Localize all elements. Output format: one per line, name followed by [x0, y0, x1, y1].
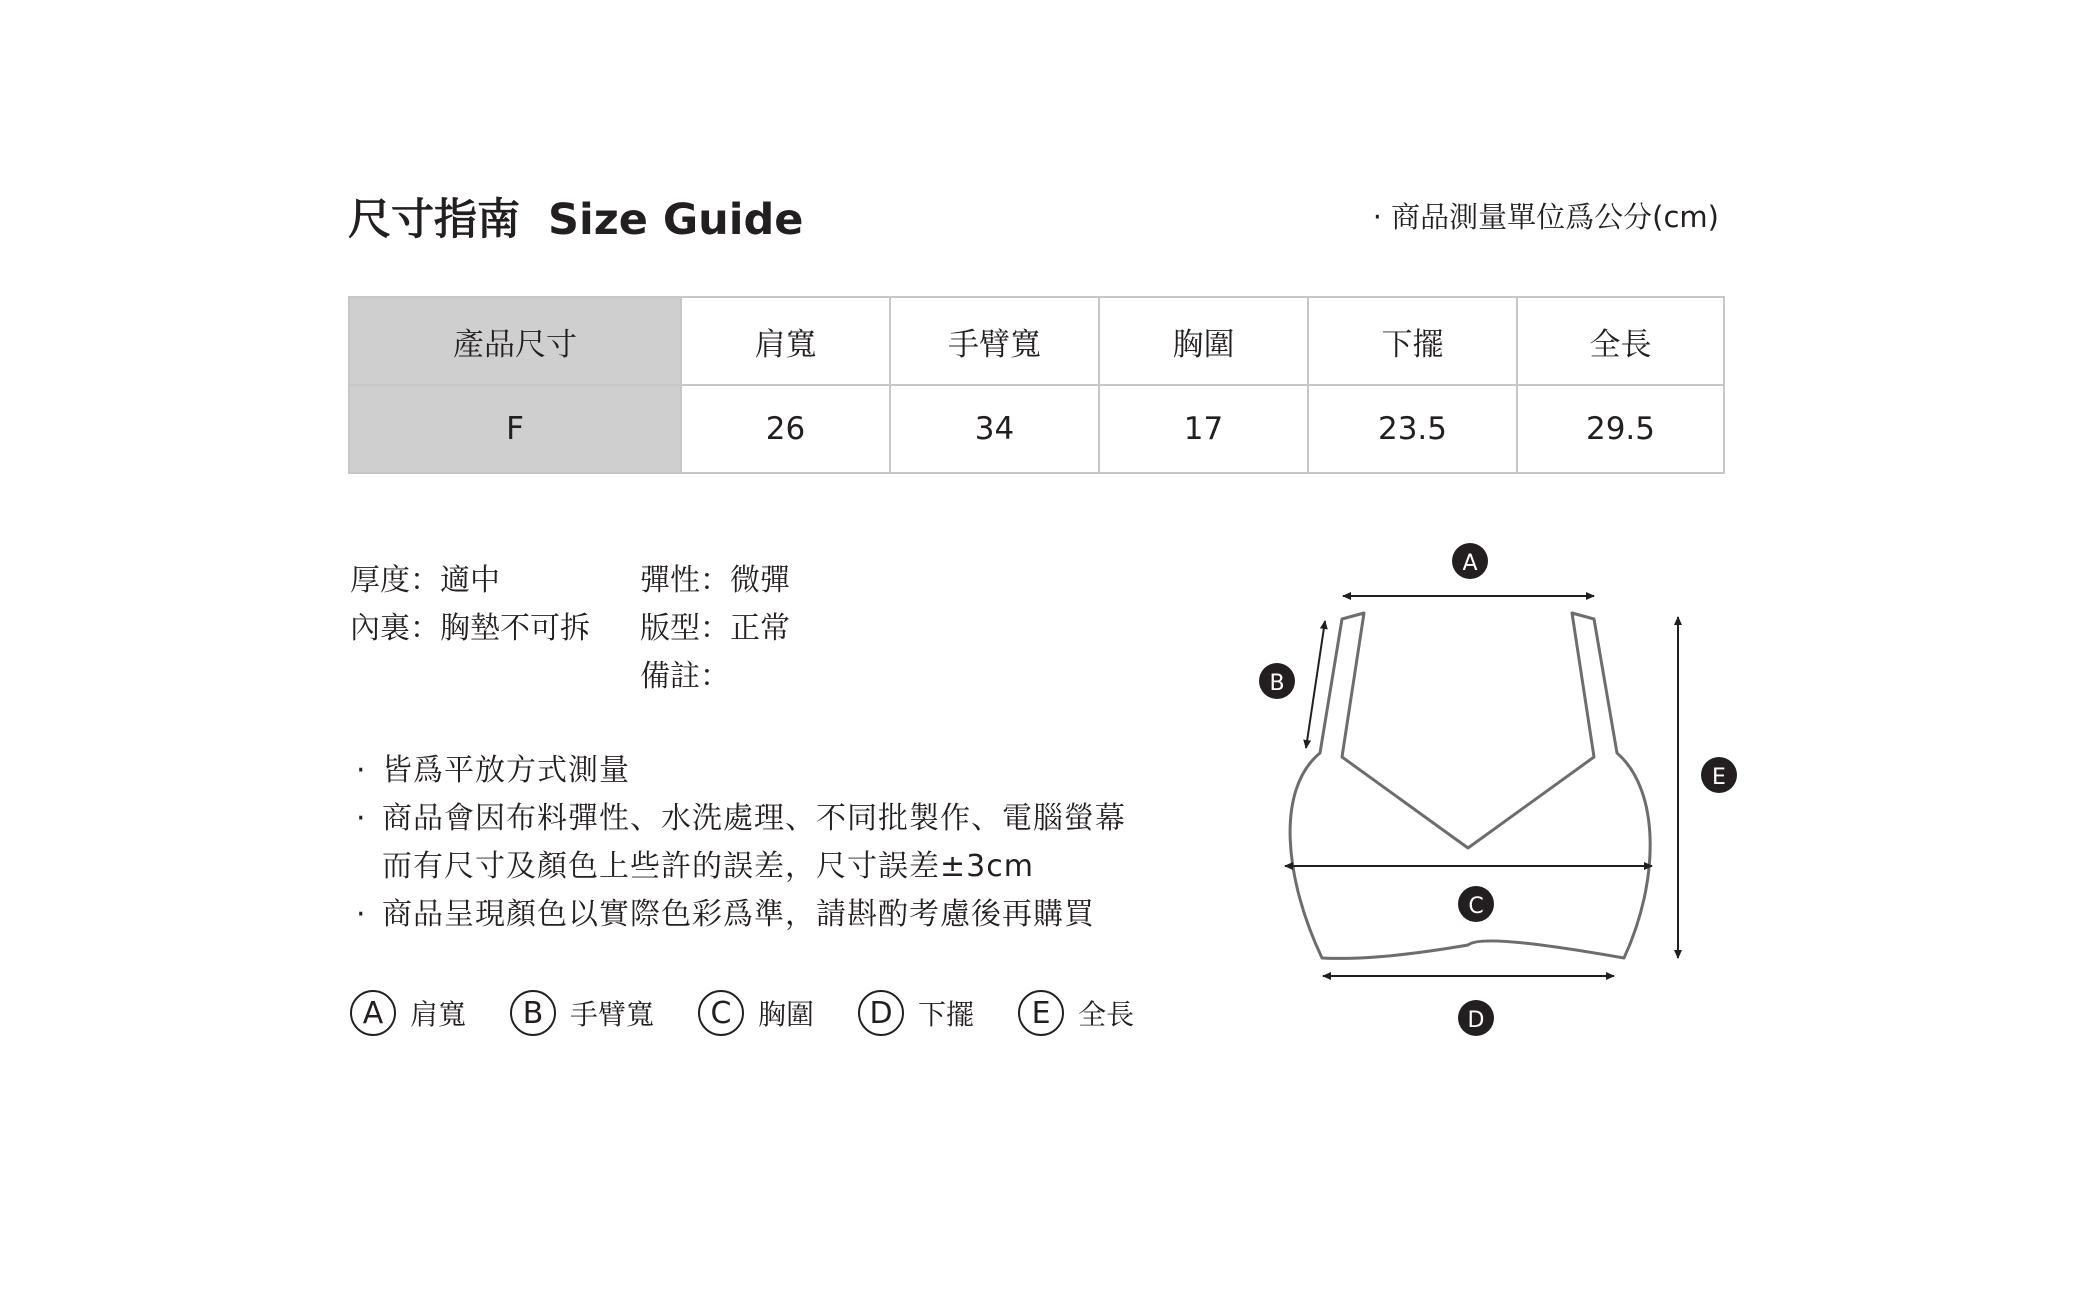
legend-label-e: 全長: [1078, 998, 1135, 1031]
svg-text:C: C: [1468, 894, 1484, 919]
legend-label-c: 胸圍: [758, 998, 815, 1031]
spec-lining: 內裏：胸墊不可拆: [350, 611, 590, 646]
page-title: [348, 186, 803, 247]
garment-measurement-diagram: [1240, 530, 1780, 1060]
legend-label-d: 下擺: [918, 998, 975, 1031]
legend-label-b: 手臂寬: [570, 998, 655, 1031]
legend-badge-d: D: [858, 990, 904, 1036]
legend-badge-e: E: [1018, 990, 1064, 1036]
svg-text:B: B: [1269, 671, 1285, 696]
cell-chest: 17: [1099, 385, 1308, 473]
measurement-legend: [350, 990, 1178, 1036]
spec-elasticity: 彈性：微彈: [640, 563, 790, 598]
header-cell-length: 全長: [1517, 297, 1724, 385]
header-cell-shoulder: 肩寬: [681, 297, 890, 385]
title-en: Size Guide: [548, 195, 804, 245]
header-cell-size: 產品尺寸: [349, 297, 681, 385]
size-table-header-row: [349, 297, 1724, 385]
table-row: [349, 385, 1724, 473]
svg-text:E: E: [1712, 765, 1726, 790]
size-table: [348, 296, 1725, 474]
cell-shoulder: 26: [681, 385, 890, 473]
note-item: · 商品呈現顏色以實際色彩爲準，請斟酌考慮後再購買: [356, 897, 1095, 932]
spec-fit: 版型：正常: [640, 611, 790, 646]
legend-item-a: [350, 990, 466, 1036]
note-item: · 皆爲平放方式測量: [356, 753, 630, 788]
cell-arm: 34: [890, 385, 1099, 473]
arrow-arm: [1306, 621, 1325, 748]
title-zh: 尺寸指南: [348, 195, 520, 245]
badge-d: [1458, 1000, 1494, 1036]
cell-hem: 23.5: [1308, 385, 1517, 473]
svg-text:A: A: [1462, 551, 1478, 576]
header-cell-chest: 胸圍: [1099, 297, 1308, 385]
legend-label-a: 肩寬: [410, 998, 467, 1031]
svg-text:D: D: [1467, 1008, 1485, 1033]
header-cell-arm: 手臂寬: [890, 297, 1099, 385]
spec-thickness: 厚度：適中: [350, 563, 500, 598]
legend-item-d: [858, 990, 974, 1036]
legend-badge-a: A: [350, 990, 396, 1036]
badge-e: [1701, 757, 1737, 793]
badge-b: [1259, 663, 1295, 699]
legend-item-e: [1018, 990, 1134, 1036]
legend-item-b: [510, 990, 654, 1036]
spec-remark: 備註：: [640, 659, 730, 694]
note-item: · 商品會因布料彈性、水洗處理、不同批製作、電腦螢幕: [356, 801, 1126, 836]
legend-badge-c: C: [698, 990, 744, 1036]
cell-length: 29.5: [1517, 385, 1724, 473]
badge-a: [1452, 543, 1488, 579]
legend-item-c: [698, 990, 814, 1036]
cell-size: F: [349, 385, 681, 473]
badge-c: [1458, 886, 1494, 922]
note-item: 而有尺寸及顏色上些許的誤差，尺寸誤差±3cm: [382, 849, 1034, 884]
header-cell-hem: 下擺: [1308, 297, 1517, 385]
legend-badge-b: B: [510, 990, 556, 1036]
unit-note: · 商品測量單位爲公分(cm): [1372, 200, 1719, 234]
